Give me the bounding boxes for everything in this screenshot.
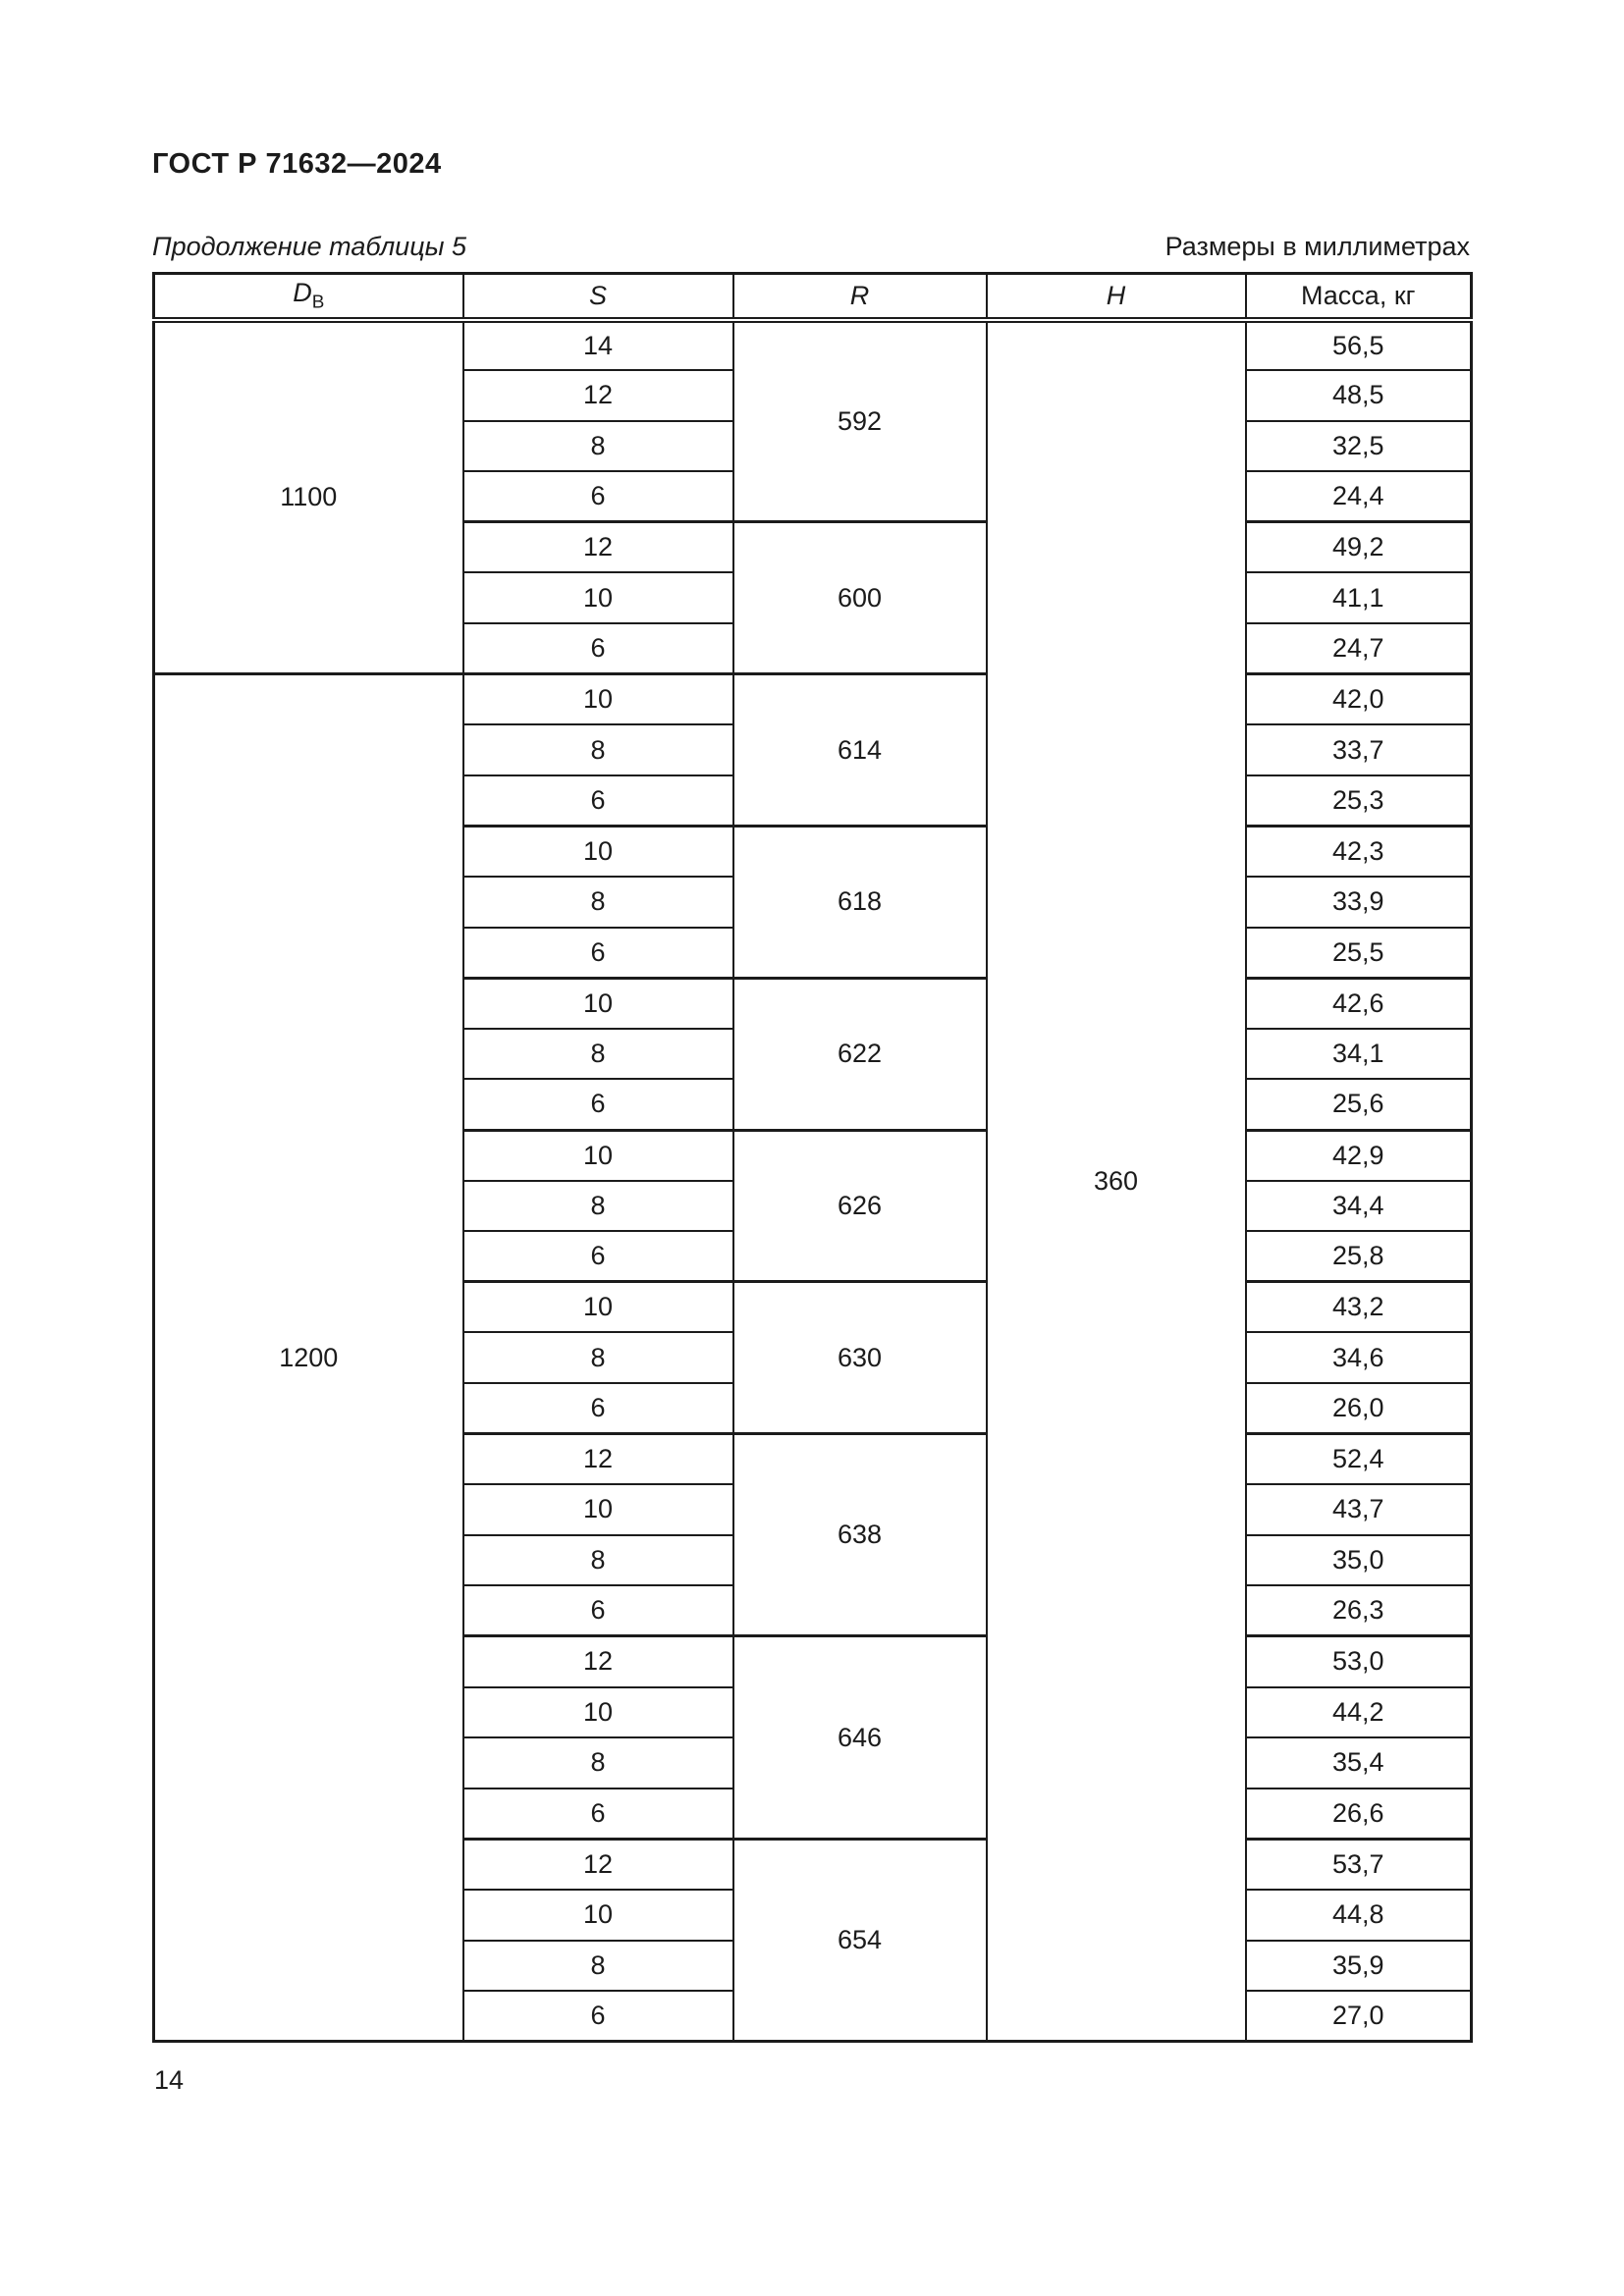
column-header-h: H (987, 274, 1246, 320)
s-cell: 6 (463, 1079, 733, 1130)
s-cell: 12 (463, 370, 733, 421)
s-cell: 8 (463, 1332, 733, 1383)
r-cell: 592 (733, 320, 987, 522)
h-cell: 360 (987, 320, 1246, 2042)
s-cell: 6 (463, 928, 733, 979)
mass-cell: 27,0 (1246, 1991, 1472, 2042)
mass-cell: 43,2 (1246, 1282, 1472, 1333)
mass-cell: 48,5 (1246, 370, 1472, 421)
dimensions-note: Размеры в миллиметрах (1164, 232, 1470, 261)
column-header-s: S (463, 274, 733, 320)
mass-cell: 42,9 (1246, 1130, 1472, 1181)
s-cell: 10 (463, 1282, 733, 1333)
mass-cell: 26,3 (1246, 1585, 1472, 1636)
mass-cell: 56,5 (1246, 320, 1472, 371)
mass-cell: 34,6 (1246, 1332, 1472, 1383)
d-cell: 1100 (154, 320, 463, 674)
r-cell: 600 (733, 522, 987, 674)
mass-cell: 42,3 (1246, 826, 1472, 877)
mass-cell: 25,6 (1246, 1079, 1472, 1130)
mass-cell: 26,0 (1246, 1383, 1472, 1434)
s-cell: 6 (463, 1585, 733, 1636)
s-cell: 6 (463, 1991, 733, 2042)
s-cell: 10 (463, 1130, 733, 1181)
doc-code: ГОСТ Р 71632—2024 (152, 148, 442, 180)
table-row (154, 320, 1472, 371)
s-cell: 12 (463, 1636, 733, 1687)
mass-cell: 53,7 (1246, 1839, 1472, 1890)
s-cell: 12 (463, 1839, 733, 1890)
s-cell: 10 (463, 826, 733, 877)
s-cell: 10 (463, 1890, 733, 1941)
s-cell: 12 (463, 1434, 733, 1485)
page-number: 14 (154, 2065, 185, 2095)
mass-cell: 33,7 (1246, 724, 1472, 775)
s-cell: 10 (463, 1687, 733, 1738)
mass-cell: 43,7 (1246, 1484, 1472, 1535)
mass-cell: 33,9 (1246, 877, 1472, 928)
table-row (154, 674, 1472, 725)
r-cell: 622 (733, 978, 987, 1130)
mass-cell: 35,4 (1246, 1737, 1472, 1789)
r-cell: 646 (733, 1636, 987, 1839)
mass-cell: 41,1 (1246, 572, 1472, 623)
mass-cell: 34,4 (1246, 1181, 1472, 1232)
mass-cell: 25,8 (1246, 1231, 1472, 1282)
s-cell: 10 (463, 1484, 733, 1535)
r-cell: 654 (733, 1839, 987, 2041)
s-cell: 8 (463, 724, 733, 775)
s-cell: 6 (463, 1789, 733, 1840)
mass-cell: 25,5 (1246, 928, 1472, 979)
s-cell: 8 (463, 1029, 733, 1080)
mass-cell: 52,4 (1246, 1434, 1472, 1485)
s-cell: 8 (463, 877, 733, 928)
s-cell: 8 (463, 1181, 733, 1232)
table-body (154, 320, 1472, 2042)
s-cell: 8 (463, 421, 733, 472)
table-caption: Продолжение таблицы 5 (152, 232, 467, 261)
r-cell: 638 (733, 1434, 987, 1636)
s-cell: 14 (463, 320, 733, 371)
dimensions-table (152, 272, 1473, 2043)
r-cell: 618 (733, 826, 987, 978)
table-header-row (154, 274, 1472, 320)
caption-line (152, 232, 1470, 262)
mass-cell: 44,2 (1246, 1687, 1472, 1738)
d-cell: 1200 (154, 674, 463, 2042)
s-cell: 8 (463, 1941, 733, 1992)
mass-cell: 24,7 (1246, 623, 1472, 674)
mass-cell: 44,8 (1246, 1890, 1472, 1941)
s-cell: 10 (463, 572, 733, 623)
r-cell: 626 (733, 1130, 987, 1282)
s-cell: 10 (463, 978, 733, 1029)
s-cell: 6 (463, 471, 733, 522)
s-cell: 6 (463, 775, 733, 827)
mass-cell: 42,0 (1246, 674, 1472, 725)
column-header-r: R (733, 274, 987, 320)
s-cell: 8 (463, 1535, 733, 1586)
column-header-d: $D_В$ (154, 274, 463, 320)
mass-cell: 34,1 (1246, 1029, 1472, 1080)
mass-cell: 32,5 (1246, 421, 1472, 472)
s-cell: 6 (463, 623, 733, 674)
s-cell: 6 (463, 1383, 733, 1434)
mass-cell: 35,9 (1246, 1941, 1472, 1992)
r-cell: 630 (733, 1282, 987, 1434)
s-cell: 6 (463, 1231, 733, 1282)
mass-cell: 25,3 (1246, 775, 1472, 827)
s-cell: 12 (463, 522, 733, 573)
mass-cell: 26,6 (1246, 1789, 1472, 1840)
mass-cell: 24,4 (1246, 471, 1472, 522)
mass-cell: 49,2 (1246, 522, 1472, 573)
mass-cell: 53,0 (1246, 1636, 1472, 1687)
s-cell: 10 (463, 674, 733, 725)
column-header-mass: Масса, кг (1246, 274, 1472, 320)
s-cell: 8 (463, 1737, 733, 1789)
r-cell: 614 (733, 674, 987, 827)
mass-cell: 42,6 (1246, 978, 1472, 1029)
mass-cell: 35,0 (1246, 1535, 1472, 1586)
